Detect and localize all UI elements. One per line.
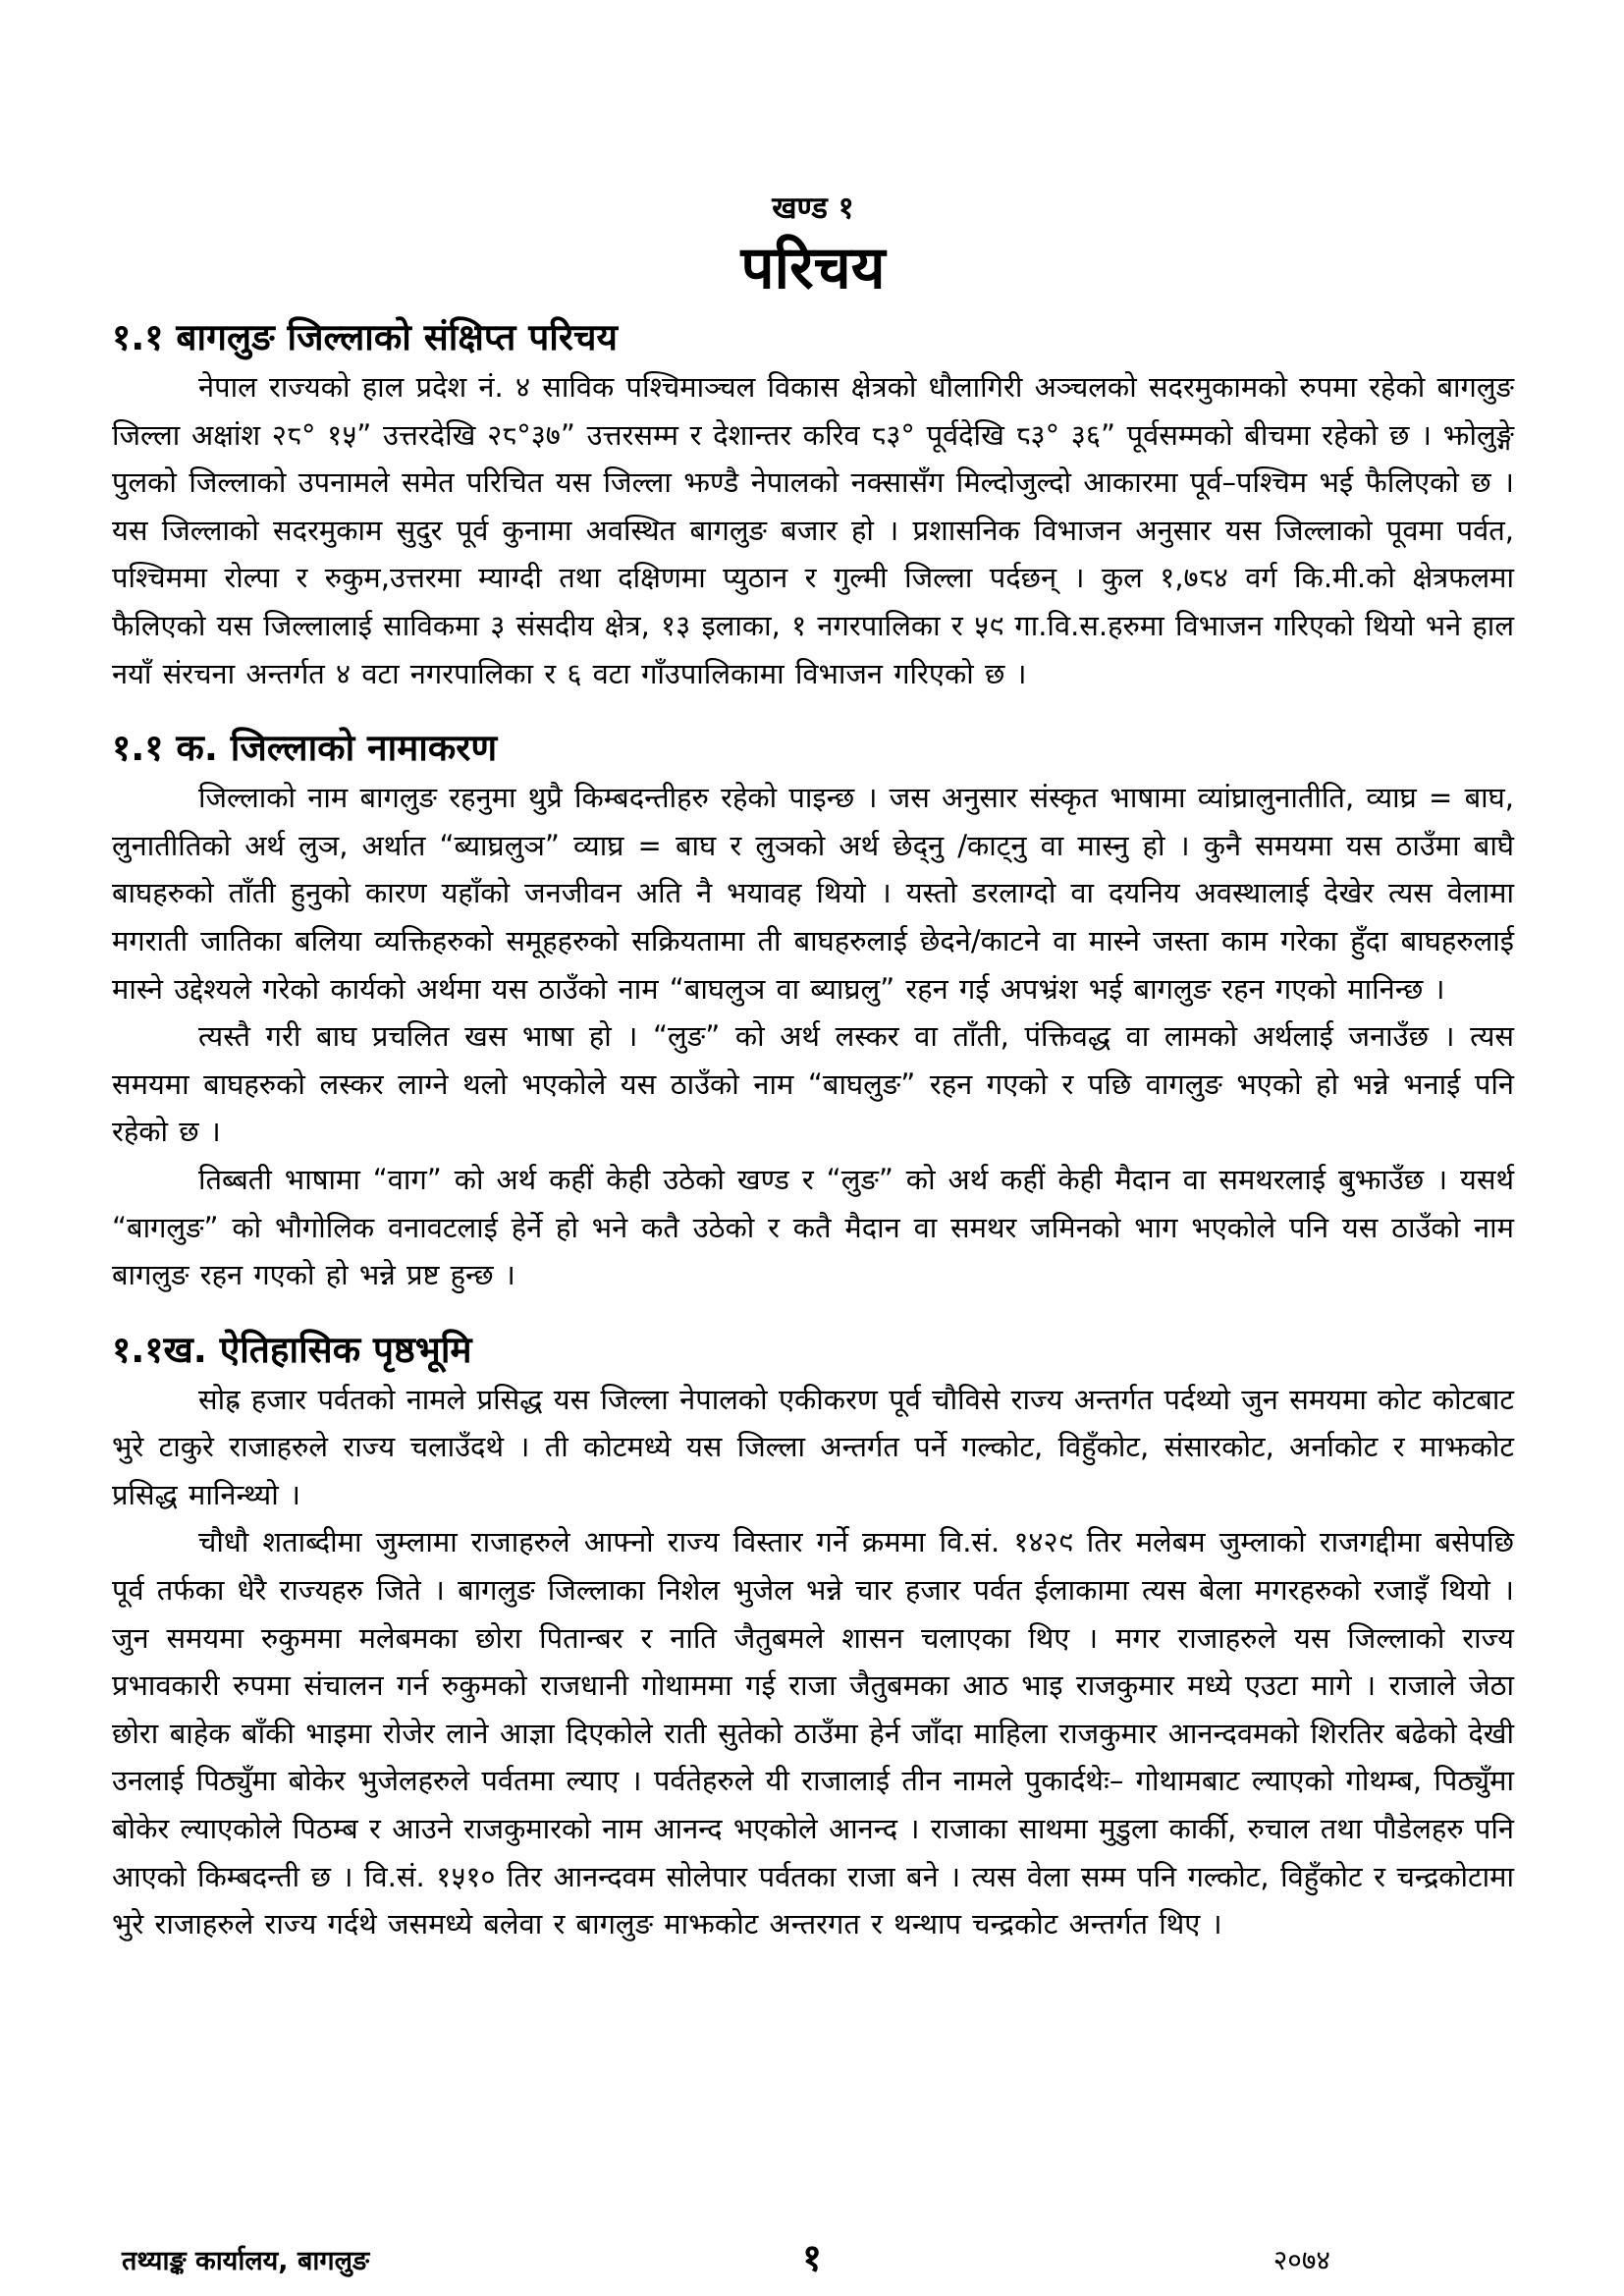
- footer-office-name: तथ्याङ्क कार्यालय, बागलुङ: [122, 2246, 370, 2276]
- page-title: परिचय: [740, 234, 886, 302]
- paragraph-naming-tibetan-language: तिब्बती भाषामा “वाग” को अर्थ कहीं केही उठेको खण्ड र “लुङ” को अर्थ कहीं केही मैदान वा समथरलाई बुझाउँछ । यसर्थ “बागलुङ” को भौगोलिक वनावटलाई हेर्ने हो भने कतै उठेको र कतै मैदान वा समथर जमिनको भाग भएकोले पनि यस ठाउँको नाम बागलुङ रहन गएको हो भन्ने प्रष्ट हुन्छ ।: [112, 1162, 1514, 1292]
- paragraph-naming-khas-language: त्यस्तै गरी बाघ प्रचलित खस भाषा हो । “लुङ” को अर्थ लस्कर वा ताँती, पंक्तिवद्ध वा लामको अर्थलाई जनाउँछ । त्यस समयमा बाघहरुको लस्कर लाग्ने थलो भएकोले यस ठाउँको नाम “बाघलुङ” रहन गएको र पछि वागलुङ भएको हो भन्ने भनाई पनि रहेको छ ।: [112, 1019, 1514, 1149]
- paragraph-history-kings: चौधौ शताब्दीमा जुम्लामा राजाहरुले आफ्नो राज्य विस्तार गर्ने क्रममा वि.सं. १४२९ तिर मलेबम जुम्लाको राजगद्दीमा बसेपछि पूर्व तर्फका धेरै राज्यहरु जिते । बागलुङ जिल्लाका निशेल भुजेल भन्ने चार हजार पर्वत ईलाकामा त्यस बेला मगरहरुको रजाइँ थियो । जुन समयमा रुकुममा मलेबमका छोरा पितान्बर र नाति जैतुबमले शासन चलाएका थिए । मगर राजाहरुले यस जिल्लाको राज्य प्रभावकारी रुपमा संचालन गर्न रुकुमको राजधानी गोथाममा गई राजा जैतुबमका आठ भाइ राजकुमार मध्ये एउटा मागे । राजाले जेठा छोरा बाहेक बाँकी भाइमा रोजेर लाने आज्ञा दिएकोले राती सुतेको ठाउँमा हेर्न जाँदा माहिला राजकुमार आनन्दवमको शिरतिर बढेको देखी उनलाई पिठ्युँमा बोकेर भुजेलहरुले पर्वतमा ल्याए । पर्वतेहरुले यी राजालाई तीन नामले पुकार्दथेः– गोथामबाट ल्याएको गोथम्ब, पिठ्युँमा बोकेर ल्याएकोले पिठम्ब र आउने राजकुमारको नाम आनन्द भएकोले आनन्द । राजाका साथमा मुडुला कार्की, रुचाल तथा पौडेलहरु पनि आएको किम्बदन्ती छ । वि.सं. १५१० तिर आनन्दवम सोलेपार पर्वतका राजा बने । त्यस वेला सम्म पनि गल्कोट, विहुँकोट र चन्द्रकोटामा भुरे राजाहरुले राज्य गर्दथे जसमध्ये बलेवा र बागलुङ माझकोट अन्तरगत र थन्थाप चन्द्रकोट अन्तर्गत थिए ।: [112, 1525, 1514, 1941]
- paragraph-naming-legend-sanskrit: जिल्लाको नाम बागलुङ रहनुमा थुप्रै किम्बदन्तीहरु रहेको पाइन्छ । जस अनुसार संस्कृत भाषामा व्यांघ्रालुनातीति, व्याघ्र = बाघ, लुनातीतिको अर्थ लुञ, अर्थात “ब्याघ्रलुञ” व्याघ्र = बाघ र लुञको अर्थ छेद्नु /काट्नु वा मास्नु हो । कुनै समयमा यस ठाउँमा बाघै बाघहरुको ताँती हुनुको कारण यहाँको जनजीवन अति नै भयावह थियो । यस्तो डरलाग्दो वा दयनिय अवस्थालाई देखेर त्यस वेलामा मगराती जातिका बलिया व्यक्तिहरुको समूहहरुको सक्रियतामा ती बाघहरुलाई छेदने/काटने वा मास्ने जस्ता काम गरेका हुँदा बाघहरुलाई मास्ने उद्देश्यले गरेको कार्यको अर्थमा यस ठाउँको नाम “बाघलुञ वा ब्याघ्रलु” रहन गई अपभ्रंश भई बागलुङ रहन गएको मानिन्छ ।: [112, 781, 1514, 1006]
- page-content: [112, 189, 1514, 1948]
- page-footer: [0, 2231, 1624, 2290]
- section-label: खण्ड १: [772, 191, 854, 226]
- section-heading-naming: १.१ क. जिल्लाको नामाकरण: [112, 727, 498, 770]
- paragraph-district-overview: नेपाल राज्यको हाल प्रदेश नं. ४ साविक पश्चिमाञ्चल विकास क्षेत्रको धौलागिरी अञ्चलको सदरमुकामको रुपमा रहेको बागलुङ जिल्ला अक्षांश २८° १५” उत्तरदेखि २८°३७” उत्तरसम्म र देशान्तर करिव ८३° पूर्वदेखि ८३° ३६” पूर्वसम्मको बीचमा रहेको छ । झोलुङ्गे पुलको जिल्लाको उपनामले समेत परिचित यस जिल्ला झण्डै नेपालको नक्सासँग मिल्दोजुल्दो आकारमा पूर्व–पश्चिम भई फैलिएको छ । यस जिल्लाको सदरमुकाम सुदुर पूर्व कुनामा अवस्थित बागलुङ बजार हो । प्रशासनिक विभाजन अनुसार यस जिल्लाको पूवमा पर्वत, पश्चिममा रोल्पा र रुकुम,उत्तरमा म्याग्दी तथा दक्षिणमा प्युठान र गुल्मी जिल्ला पर्दछन् । कुल १,७८४ वर्ग कि.मी.को क्षेत्रफलमा फैलिएको यस जिल्लालाई साविकमा ३ संसदीय क्षेत्र, १३ इलाका, १ नगरपालिका र ५९ गा.वि.स.हरुमा विभाजन गरिएको थियो भने हाल नयाँ संरचना अन्तर्गत ४ वटा नगरपालिका र ६ वटा गाँउपालिकामा विभाजन गरिएको छ ।: [112, 370, 1514, 690]
- paragraph-history-forts: सोह्र हजार पर्वतको नामले प्रसिद्ध यस जिल्ला नेपालको एकीकरण पूर्व चौविसे राज्य अन्तर्गत पर्दथ्यो जुन समयमा कोट कोटबाट भुरे टाकुरे राजाहरुले राज्य चलाउँदथे । ती कोटमध्ये यस जिल्ला अन्तर्गत पर्ने गल्कोट, विहुँकोट, संसारकोट, अर्नाकोट र माझकोट प्रसिद्ध मानिन्थ्यो ।: [112, 1382, 1514, 1511]
- footer-page-number: १: [802, 2236, 822, 2279]
- section-heading-historical-background: १.१ख. ऐतिहासिक पृष्ठभूमि: [112, 1328, 472, 1371]
- footer-year: २०७४: [1272, 2244, 1330, 2276]
- section-heading-brief-introduction: १.१ बागलुङ जिल्लाको संक्षिप्त परिचय: [112, 316, 618, 358]
